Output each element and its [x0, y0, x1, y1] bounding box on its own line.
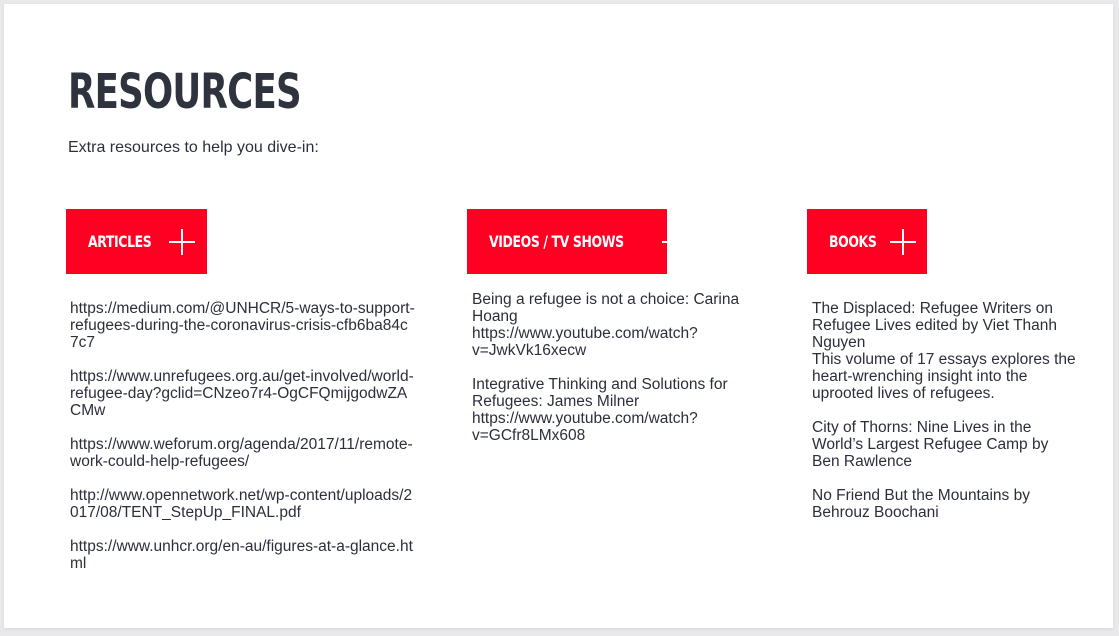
- articles-list: [66, 300, 416, 572]
- videos-list: [467, 291, 747, 444]
- page-title: RESOURCES: [68, 64, 301, 120]
- page-subtitle: Extra resources to help you dive-in:: [68, 139, 319, 156]
- resource-link[interactable]: https://www.unhcr.org/en-au/figures-at-a-glance.html: [70, 538, 413, 572]
- resource-text: Being a refugee is not a choice: Carina Hoang: [472, 291, 740, 325]
- plus-icon: [890, 229, 905, 255]
- resource-item: [70, 538, 416, 572]
- resource-item: [70, 368, 416, 419]
- plus-icon: [169, 229, 185, 255]
- resource-link[interactable]: https://medium.com/@UNHCR/5-ways-to-support-refugees-during-the-coronavirus-crisis-cfb6ba84c7c7: [70, 300, 415, 351]
- articles-toggle-button[interactable]: [66, 209, 207, 274]
- articles-label: ARTICLES: [88, 232, 152, 251]
- resource-text: No Friend But the Mountains by Behrouz Boochani: [812, 487, 1030, 521]
- books-column: [807, 209, 1077, 538]
- books-toggle-button[interactable]: [807, 209, 927, 274]
- resource-link[interactable]: https://www.unrefugees.org.au/get-involved/world-refugee-day?gclid=CNzeo7r4-OgCFQmijgodwZACMw: [70, 368, 414, 419]
- resource-item: [70, 436, 416, 470]
- videos-toggle-button[interactable]: [467, 209, 667, 274]
- resource-text: Integrative Thinking and Solutions for Refugees: James Milner: [472, 376, 728, 410]
- resource-text: City of Thorns: Nine Lives in the World’s Largest Refugee Camp by Ben Rawlence: [812, 419, 1049, 470]
- resource-item: [472, 376, 747, 444]
- videos-label: VIDEOS / TV SHOWS: [489, 232, 624, 251]
- videos-column: [467, 209, 747, 461]
- resource-item: [472, 291, 747, 359]
- books-label: BOOKS: [829, 232, 877, 251]
- resource-item: [812, 300, 1077, 402]
- resource-item: [812, 487, 1077, 521]
- resources-card: [4, 4, 1113, 628]
- resource-item: [812, 419, 1077, 470]
- resource-link[interactable]: http://www.opennetwork.net/wp-content/uploads/2017/08/TENT_StepUp_FINAL.pdf: [70, 487, 413, 521]
- resource-text: This volume of 17 essays explores the heart-wrenching insight into the uprooted lives of refugees.: [812, 351, 1076, 402]
- articles-column: [66, 209, 416, 589]
- resource-item: [70, 300, 416, 351]
- resource-item: [70, 487, 416, 521]
- resource-link[interactable]: https://www.youtube.com/watch?v=JwkVk16xecw: [472, 325, 698, 359]
- resource-link[interactable]: https://www.weforum.org/agenda/2017/11/remote-work-could-help-refugees/: [70, 436, 413, 470]
- books-list: [807, 300, 1077, 521]
- resource-link[interactable]: https://www.youtube.com/watch?v=GCfr8LMx608: [472, 410, 698, 444]
- resource-text: The Displaced: Refugee Writers on Refugee Lives edited by Viet Thanh Nguyen: [812, 300, 1058, 351]
